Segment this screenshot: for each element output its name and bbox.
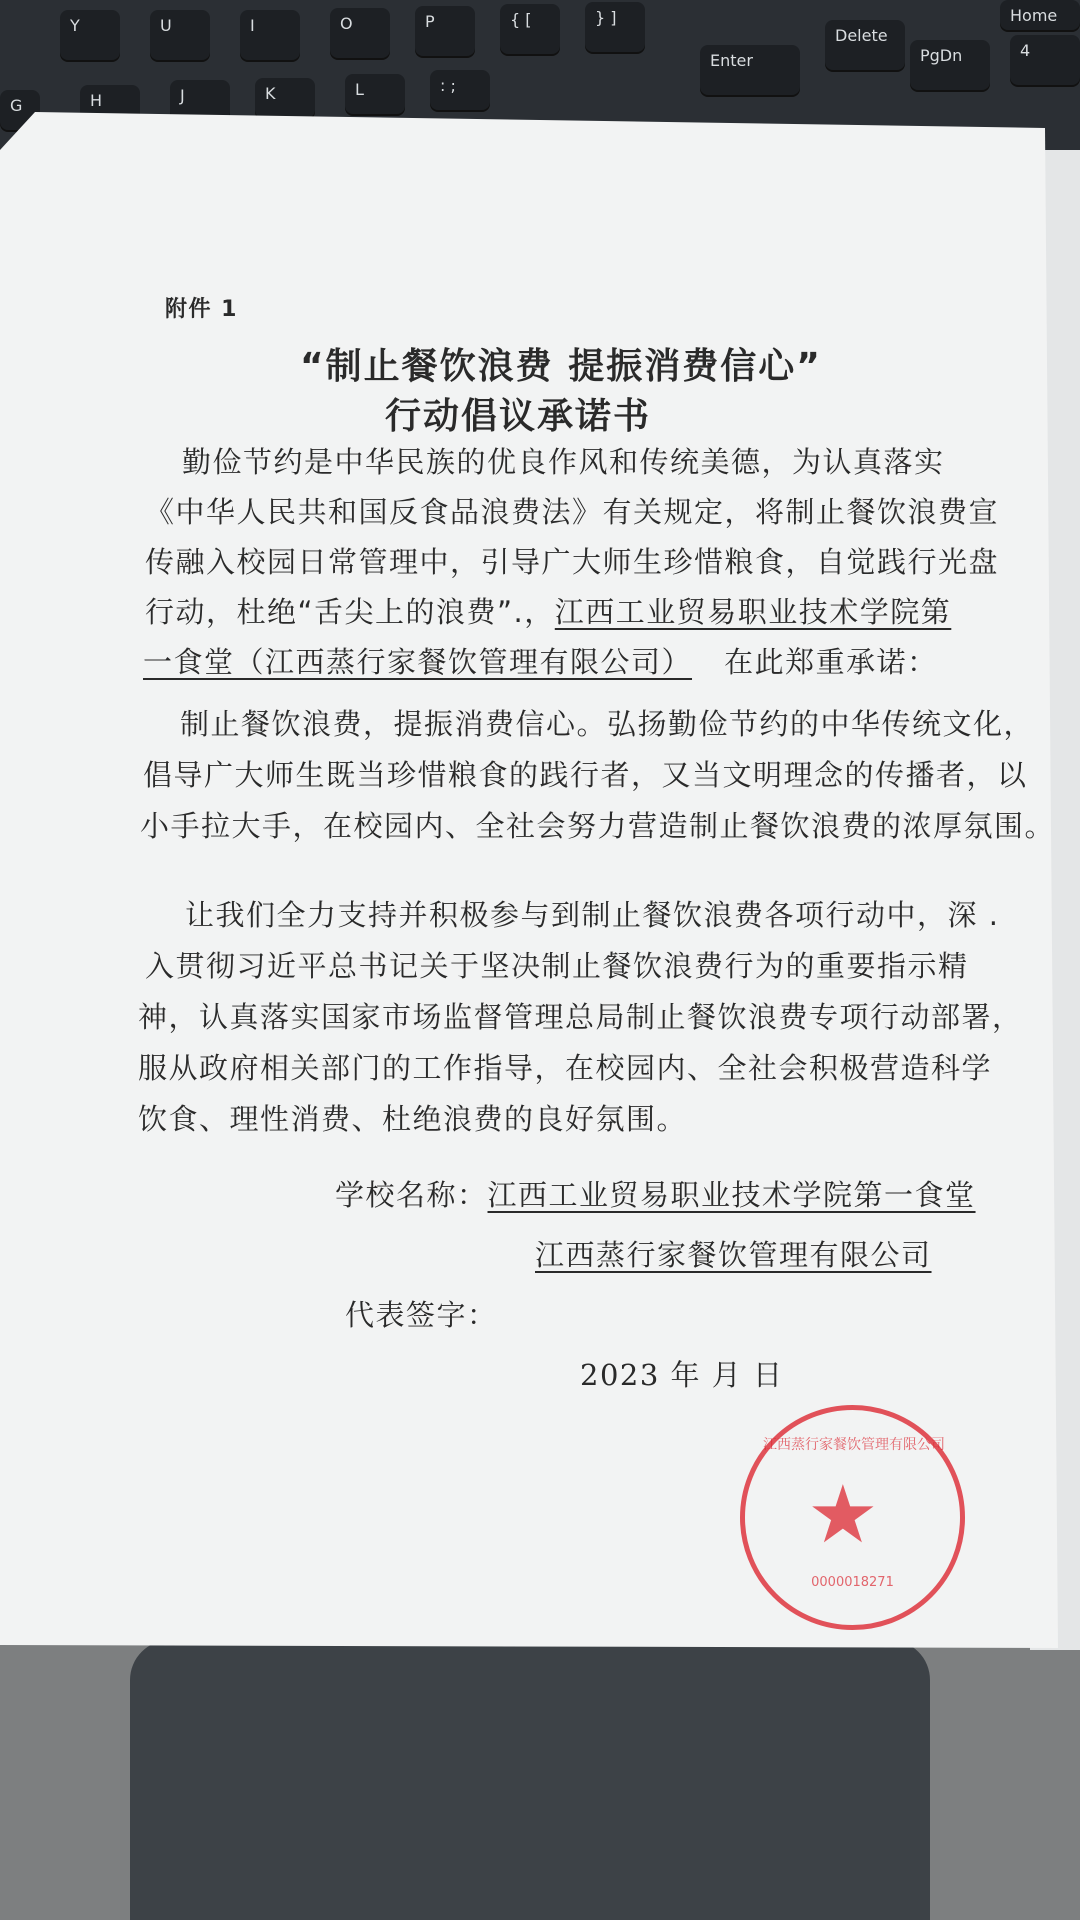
para1-line: [145, 590, 951, 631]
key-delete: Delete: [825, 20, 905, 70]
fill-in-school: 江西工业贸易职业技术学院第: [554, 595, 952, 629]
key-u: U: [150, 10, 210, 60]
school-label: 学校名称：: [335, 1178, 488, 1212]
key-h: H: [80, 85, 140, 125]
para2-line: 倡导广大师生既当珍惜粮食的践行者，又当文明理念的传播者，以: [143, 758, 1028, 792]
school-value: 江西工业贸易职业技术学院第一食堂: [487, 1178, 976, 1212]
attachment-label: 附件 1: [165, 297, 238, 322]
key-enter: Enter: [700, 45, 800, 95]
key-l: L: [345, 74, 405, 114]
star-icon: ★: [807, 1468, 879, 1561]
para3-line: 饮食、理性消费、杜绝浪费的良好氛围。: [138, 1102, 688, 1136]
key-home: Home: [1000, 0, 1080, 30]
para1-line: [143, 640, 938, 681]
key-o: O: [330, 8, 390, 58]
fill-in-company: 一食堂（江西蒸行家餐饮管理有限公司）: [143, 645, 693, 679]
text: 行动，杜绝“舌尖上的浪费”.，: [145, 595, 555, 629]
key-4: 4: [1010, 35, 1080, 85]
company-seal: [740, 1405, 965, 1630]
key-j: J: [170, 80, 230, 120]
title-line-2: 行动倡议承诺书: [385, 396, 652, 437]
key-p: P: [415, 6, 475, 56]
key-i: I: [240, 10, 300, 60]
para2-line: 制止餐饮浪费，提振消费信心。弘扬勤俭节约的中华传统文化，: [180, 707, 1035, 741]
key-bracket-left: { [: [500, 4, 560, 54]
para1-line: 《中华人民共和国反食品浪费法》有关规定，将制止餐饮浪费宣: [145, 495, 1000, 529]
seal-number: 0000018271: [811, 1575, 894, 1590]
key-y: Y: [60, 10, 120, 60]
company-value: 江西蒸行家餐饮管理有限公司: [535, 1238, 932, 1272]
para3-line: 入贯彻习近平总书记关于坚决制止餐饮浪费行为的重要指示精: [145, 949, 969, 983]
text: 在此郑重承诺：: [724, 645, 938, 679]
para3-line: 服从政府相关部门的工作指导，在校园内、全社会积极营造科学: [138, 1051, 993, 1085]
title-line-1: “制止餐饮浪费 提振消费信心”: [300, 346, 822, 387]
date: 2023 年 月 日: [580, 1358, 784, 1392]
para3-line: 让我们全力支持并积极参与到制止餐饮浪费各项行动中，深 .: [185, 898, 1000, 932]
key-g: G: [0, 90, 40, 130]
key-bracket-right: } ]: [585, 2, 645, 52]
key-semicolon: : ;: [430, 70, 490, 110]
signature-label: 代表签字：: [345, 1298, 498, 1332]
seal-text: 江西蒸行家餐饮管理有限公司: [763, 1437, 945, 1453]
para3-line: 神，认真落实国家市场监督管理总局制止餐饮浪费专项行动部署，: [138, 1000, 1023, 1034]
para2-line: 小手拉大手，在校园内、全社会努力营造制止餐饮浪费的浓厚氛围。: [140, 809, 1056, 843]
para1-line: 勤俭节约是中华民族的优良作风和传统美德，为认真落实: [182, 445, 945, 479]
school-name-field: [335, 1173, 976, 1214]
para1-line: 传融入校园日常管理中，引导广大师生珍惜粮食，自觉践行光盘: [145, 545, 1000, 579]
key-k: K: [255, 78, 315, 118]
key-pgdn: PgDn: [910, 40, 990, 90]
